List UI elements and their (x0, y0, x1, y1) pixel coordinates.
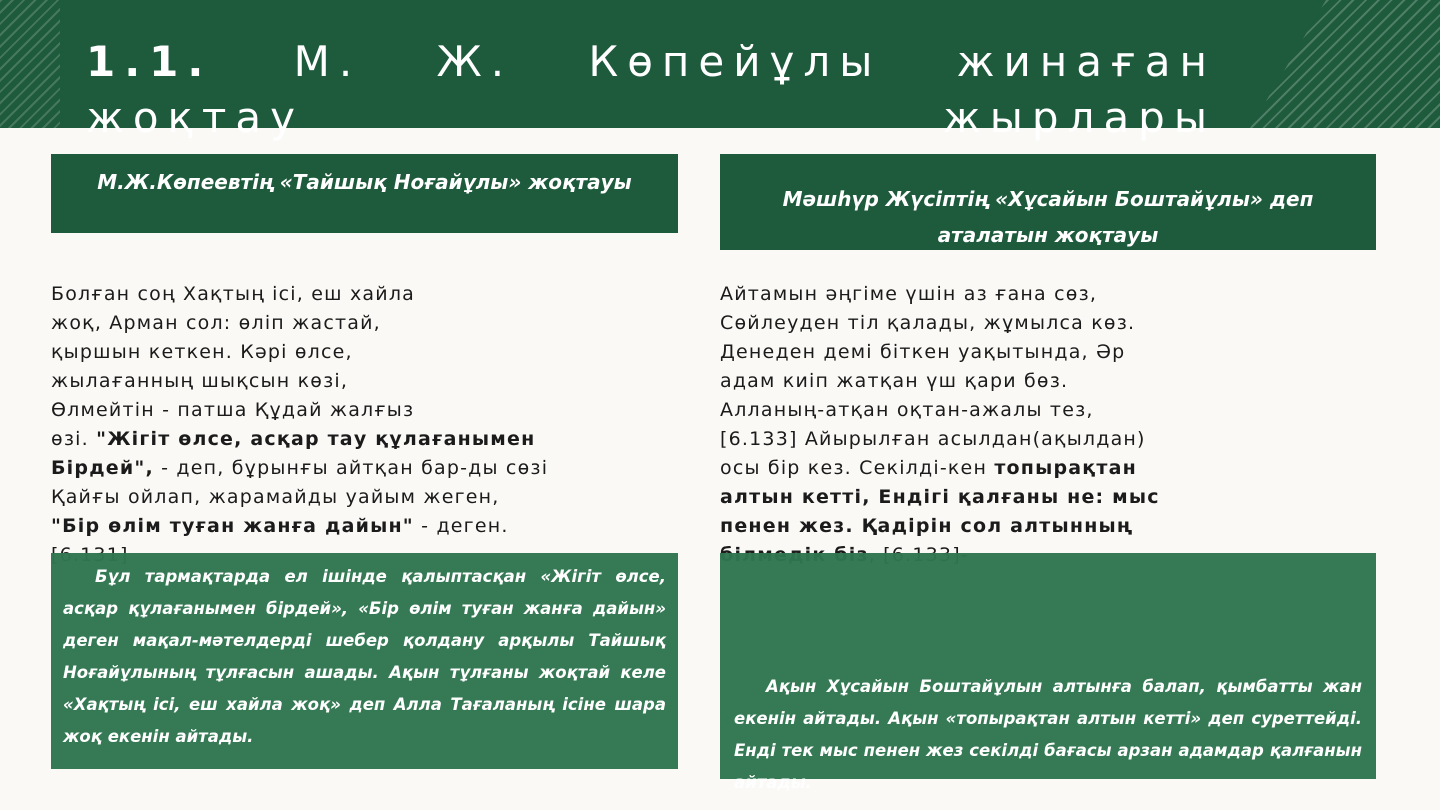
left-poem-line: Өлмейтін - патша Құдай жалғыз (51, 399, 415, 421)
slide-number: 1.1. (86, 37, 213, 86)
left-commentary-box (51, 553, 678, 769)
left-poem-line: жоқ, Арман сол: өліп жастай, (51, 312, 381, 334)
slide-title (86, 34, 1216, 142)
left-poem (51, 280, 551, 570)
right-poem (720, 280, 1170, 570)
left-card-title: М.Ж.Көпеевтің «Тайшық Ноғайұлы» жоқтауы (51, 154, 678, 233)
left-poem-bold-2: "Бір өлім туған жанға дайын" (51, 515, 414, 537)
left-poem-line: Болған соң Хақтың ісі, еш хайла (51, 283, 416, 305)
decorative-stripes-right (1250, 0, 1440, 128)
right-poem-bold: топырақтан алтын кетті, Ендігі қалғаны не: мыс пенен жез. Қадірін сол алтынның (720, 457, 1160, 537)
title-bar (0, 0, 1440, 142)
right-poem-plain: Айтамын әңгіме үшін аз ғана сөз, Сөйлеуден тіл қалады, жұмылса көз. Денеден демі біткен уақытында, Әр адам киіп жатқан үш қари бөз. Алланың-атқан оқтан-ажалы тез, [6.133] Айырылған асылдан(ақылдан) осы бір кез. Секілді-кен (720, 283, 1146, 479)
right-commentary-text: Ақын Хұсайын Боштайұлын алтынға балап, қымбатты жан екенін айтады. Ақын «топырақтан алтын кетті» деп суреттейді. Енді тек мыс пенен жез секілді бағасы арзан адамдар қалғанын айтады. (734, 677, 1362, 792)
left-poem-middle: - деп, бұрынғы айтқан бар-ды сөзі Қайғы ойлап, жарамайды уайым жеген, (51, 457, 549, 508)
left-commentary-text: Бұл тармақтарда ел ішінде қалыптасқан «Жігіт өлсе, асқар құлағанымен бірдей», «Бір өлім туған жанға дайын» деген мақал-мәтелдерді шебер қолдану арқылы Тайшық Ноғайұлының тұлғасын ашады. Ақын тұлғаны жоқтай келе «Хақтың ісі, еш хайла жоқ» деп Алла Тағаланың ісіне шара жоқ екенін айтады. (63, 567, 666, 746)
left-poem-line: жылағанның шықсын көзі, (51, 370, 349, 392)
left-poem-line: қыршын кеткен. Кәрі өлсе, (51, 341, 353, 363)
right-commentary-box (720, 553, 1376, 792)
right-card-title: Мәшһүр Жүсіптің «Хұсайын Боштайұлы» деп аталатын жоқтауы (720, 154, 1376, 250)
left-poem-bold-1: "Жігіт өлсе, асқар тау құлағанымен Бірдей", (51, 428, 536, 479)
left-poem-line: өзі. (51, 428, 97, 450)
left-poem-end: - деген. (421, 515, 509, 537)
slide-title-text: М. Ж. Көпейұлы жинаған жоқтау жырлары (86, 37, 1216, 142)
decorative-stripes-left (0, 0, 60, 128)
